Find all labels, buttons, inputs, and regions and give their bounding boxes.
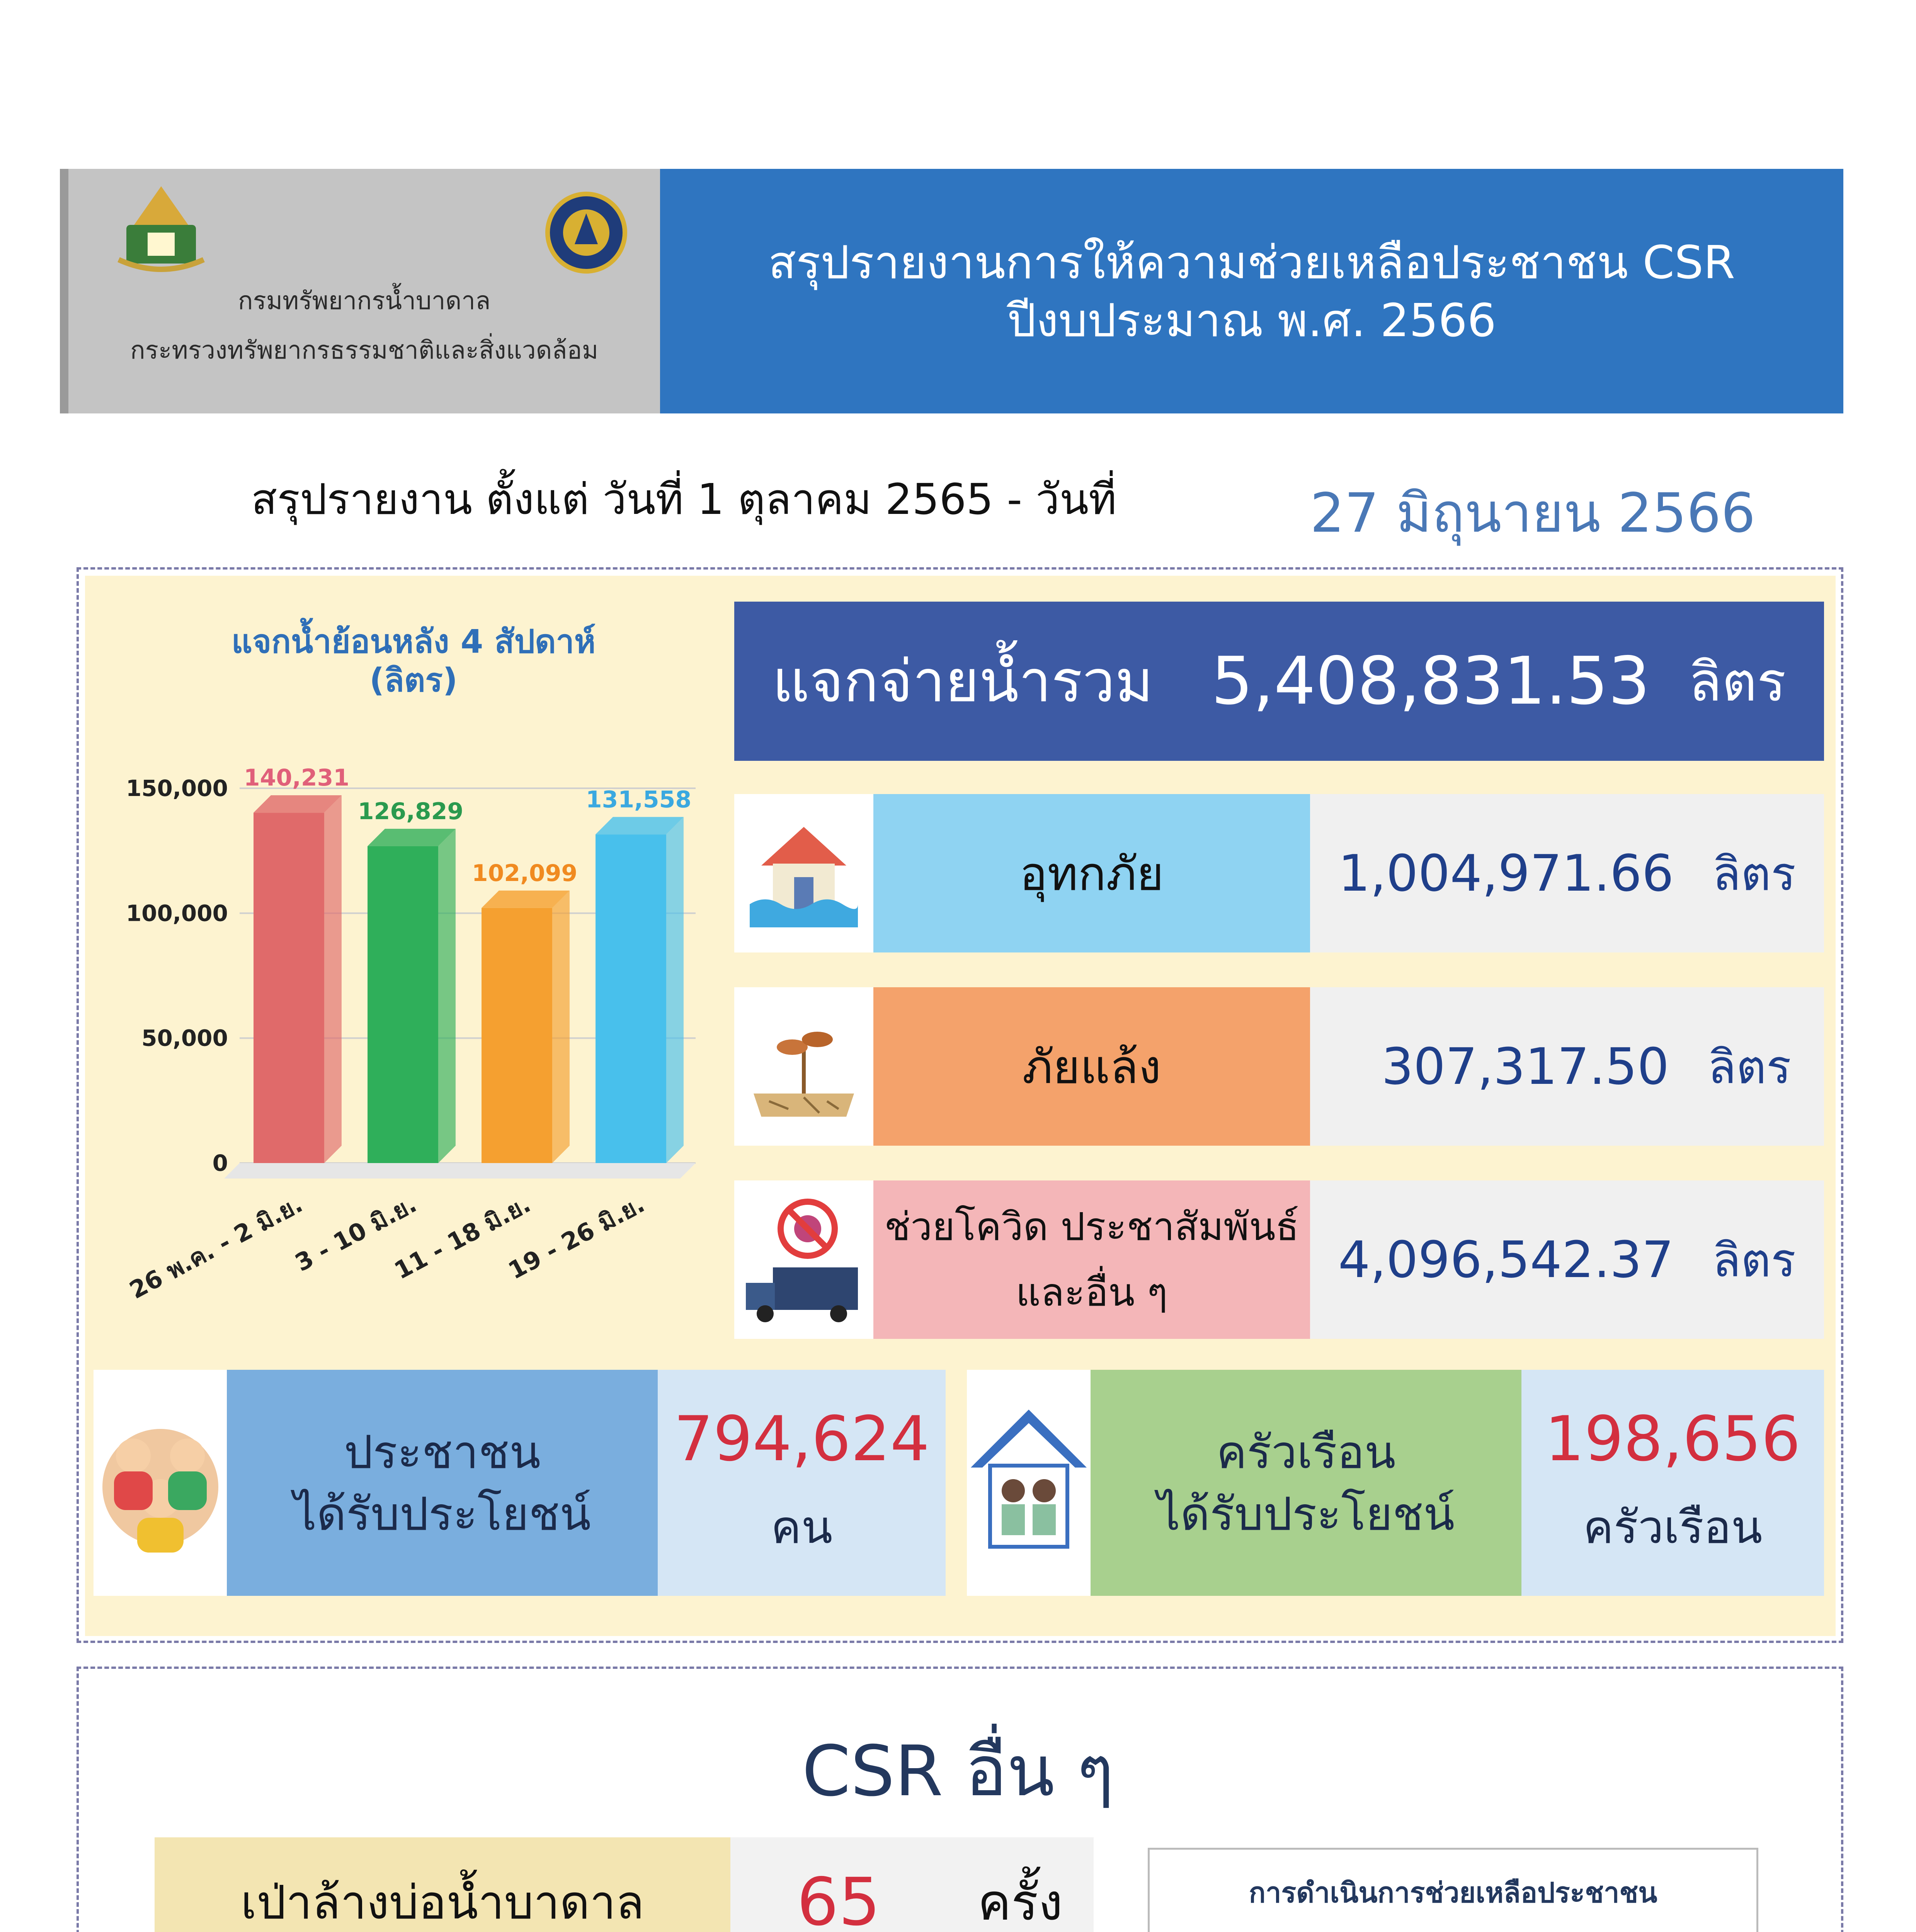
y-tick-label: 0 [212, 1150, 228, 1176]
drought-unit: ลิตร [1708, 1040, 1792, 1094]
household-icon-box [967, 1370, 1091, 1596]
report-period: สรุปรายงาน ตั้งแต่ วันที่ 1 ตุลาคม 2565 - วันที่ [251, 474, 1117, 524]
csr-title: CSR อื่น ๆ [802, 1731, 1114, 1812]
bar-chart-title-line1: แจกน้ำย้อนหลัง 4 สัปดาห์ [231, 622, 596, 660]
department-emblem-icon [111, 179, 211, 279]
household-label-line1: ครัวเรือน [1216, 1425, 1396, 1479]
total-water-panel [734, 602, 1824, 761]
people-value-box [658, 1370, 946, 1596]
csr-row-1-value: 65 [796, 1864, 881, 1932]
ministry-name: กระทรวงทรัพยากรธรรมชาติและสิ่งแวดล้อม [130, 336, 599, 365]
y-tick-label: 100,000 [126, 900, 228, 927]
flood-icon-box [734, 794, 873, 952]
ministry-seal-icon [544, 190, 629, 275]
bar-value-label: 126,829 [357, 798, 464, 825]
header-logo-panel [60, 169, 660, 413]
bar [482, 908, 552, 1163]
y-tick-label: 50,000 [141, 1025, 228, 1051]
y-tick-label: 150,000 [126, 775, 228, 801]
chart-floor [224, 1163, 696, 1179]
flood-value: 1,004,971.66 [1338, 844, 1674, 903]
csr-row-1-label: เป่าล้างบ่อน้ำบาดาล [155, 1837, 730, 1932]
weekly-water-bar-chart [93, 753, 727, 1333]
covid-icon-box [734, 1180, 873, 1339]
people-unit: คน [771, 1500, 833, 1554]
bar-value-label: 140,231 [243, 764, 350, 792]
covid-label [873, 1180, 1310, 1339]
csr-row-1-unit: ครั้ง [977, 1872, 1063, 1932]
people-value: 794,624 [674, 1403, 930, 1475]
report-title: สรุปรายงานการให้ความช่วยเหลือประชาชน CSR [768, 235, 1735, 289]
covid-value: 4,096,542.37 [1338, 1230, 1674, 1289]
people-label [227, 1370, 658, 1596]
household-label-line2: ได้รับประโยชน์ [1157, 1487, 1455, 1541]
flood-unit: ลิตร [1712, 847, 1796, 901]
total-water-value: 5,408,831.53 [1211, 643, 1650, 719]
flooded-house-icon [746, 815, 862, 931]
covid-label-line1: ช่วยโควิด ประชาสัมพันธ์ [884, 1204, 1299, 1249]
bar-chart-title [162, 622, 665, 699]
people-label-line1: ประชาชน [344, 1425, 541, 1479]
csr-row-1-value-box [730, 1837, 1094, 1932]
bar-value-label: 102,099 [471, 859, 578, 887]
x-category-label: 11 - 18 มิ.ย. [390, 1189, 535, 1285]
drought-icon-box [734, 987, 873, 1146]
flood-label: อุทกภัย [873, 794, 1310, 952]
crowd-people-icon [99, 1410, 222, 1556]
total-water-unit: ลิตร [1688, 650, 1786, 714]
family-house-icon [967, 1402, 1091, 1564]
bar [596, 834, 666, 1163]
fiscal-year: ปีงบประมาณ พ.ศ. 2566 [1007, 293, 1496, 347]
bar-value-label: 131,558 [585, 786, 692, 813]
household-label [1091, 1370, 1521, 1596]
bar-side [552, 891, 570, 1163]
total-water-label: แจกจ่ายน้ำรวม [772, 648, 1154, 715]
pie-chart-title: การดำเนินการช่วยเหลือประชาชน [1249, 1876, 1657, 1909]
report-end-date: 27 มิถุนายน 2566 [1310, 482, 1756, 545]
household-unit: ครัวเรือน [1583, 1500, 1763, 1554]
people-label-line2: ได้รับประโยชน์ [293, 1487, 591, 1541]
drought-value-box [1310, 987, 1824, 1146]
covid-value-box [1310, 1180, 1824, 1339]
covid-unit: ลิตร [1712, 1233, 1796, 1287]
household-value-box [1521, 1370, 1824, 1596]
covid-truck-icon [742, 1194, 866, 1325]
bar [254, 813, 324, 1163]
drought-plant-icon [746, 1009, 862, 1124]
x-category-label: 19 - 26 มิ.ย. [504, 1189, 649, 1285]
bar [368, 846, 438, 1163]
people-icon-box [94, 1370, 227, 1596]
covid-label-line2: และอื่น ๆ [1016, 1270, 1168, 1315]
household-value: 198,656 [1545, 1403, 1801, 1475]
drought-label: ภัยแล้ง [873, 987, 1310, 1146]
drought-value: 307,317.50 [1381, 1037, 1669, 1096]
flood-value-box [1310, 794, 1824, 952]
bar-side [324, 795, 342, 1163]
x-category-label: 3 - 10 มิ.ย. [290, 1189, 421, 1277]
department-name: กรมทรัพยากรน้ำบาดาล [238, 287, 491, 315]
header-title-panel [660, 169, 1843, 413]
assistance-pie-chart [1186, 1928, 1727, 1932]
bar-chart-title-line2: (ลิตร) [369, 661, 458, 699]
x-category-label: 26 พ.ค. - 2 มิ.ย. [124, 1189, 307, 1304]
bar-side [438, 829, 456, 1163]
bar-side [666, 817, 684, 1163]
